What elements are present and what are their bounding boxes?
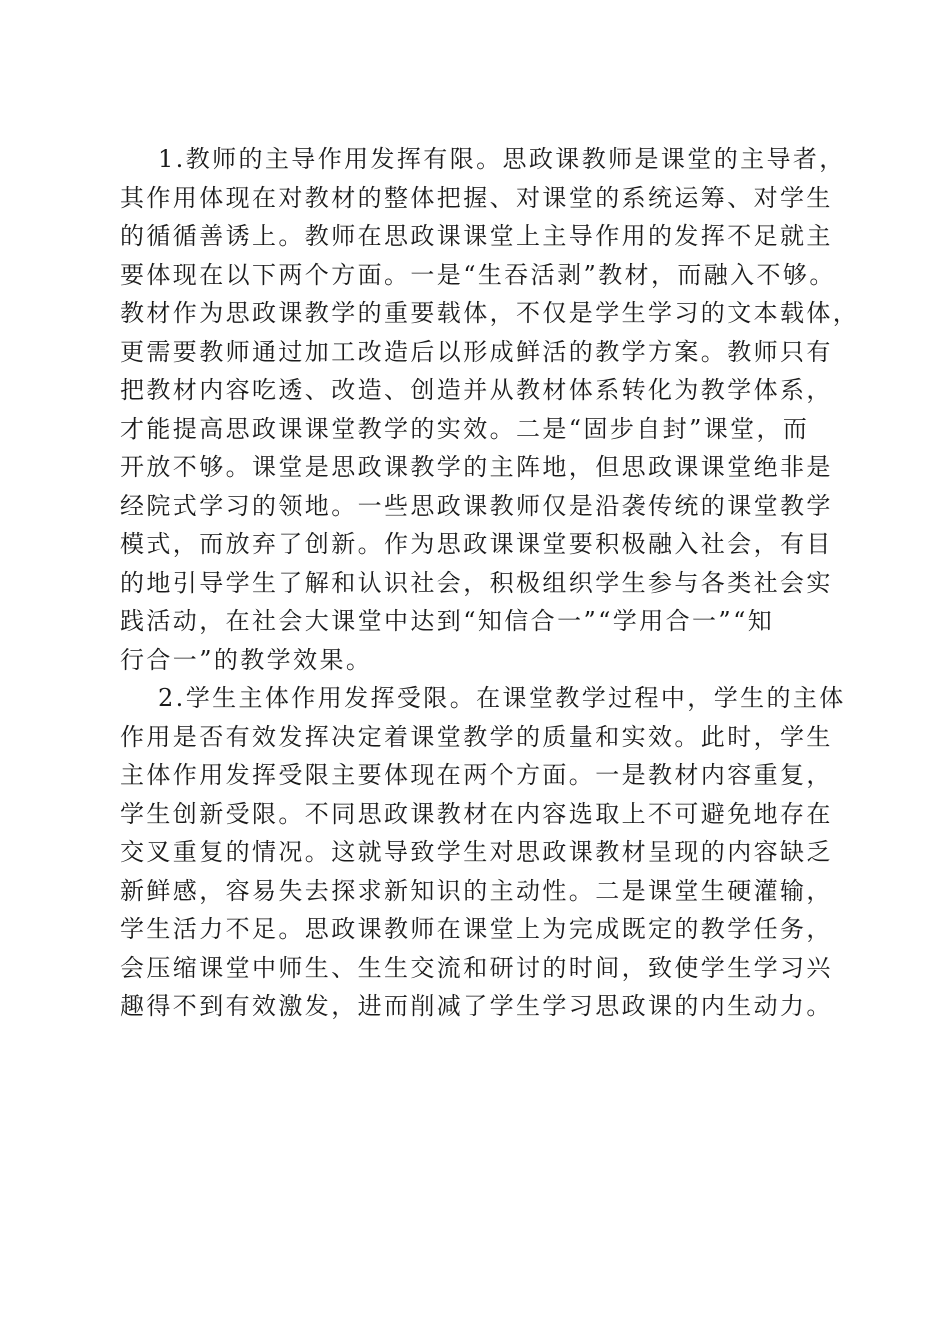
paragraph-student-role	[120, 679, 846, 1026]
text-line: 践活动，在社会大课堂中达到“知信合一”“学用合一”“知	[120, 607, 775, 635]
text-line: 其作用体现在对教材的整体把握、对课堂的系统运筹、对学生	[120, 183, 833, 212]
text-line: 的地引导学生了解和认识社会，积极组织学生参与各类社会实	[120, 568, 833, 597]
text-line: 学生创新受限。不同思政课教材在内容选取上不可避免地存在	[120, 799, 833, 828]
text-line: 交叉重复的情况。这就导致学生对思政课教材呈现的内容缺乏	[120, 838, 833, 866]
text-line: 作用是否有效发挥决定着课堂教学的质量和实效。此时，学生	[120, 722, 833, 751]
text-line: 行合一”的教学效果。	[120, 645, 373, 674]
text-line: 教材作为思政课教学的重要载体，不仅是学生学习的文本载体，	[120, 299, 860, 327]
text-line: 的循循善诱上。教师在思政课课堂上主导作用的发挥不足就主	[120, 222, 833, 250]
text-line: 1.教师的主导作用发挥有限。思政课教师是课堂的主导者，	[158, 145, 846, 173]
text-line: 开放不够。课堂是思政课教学的主阵地，但思政课课堂绝非是	[120, 453, 833, 481]
text-line: 会压缩课堂中师生、生生交流和研讨的时间，致使学生学习兴	[120, 953, 833, 982]
text-line: 要体现在以下两个方面。一是“生吞活剥”教材，而融入不够。	[120, 260, 836, 289]
text-line: 2.学生主体作用发挥受限。在课堂教学过程中，学生的主体	[158, 684, 846, 712]
text-line: 学生活力不足。思政课教师在课堂上为完成既定的教学任务，	[120, 915, 833, 943]
text-line: 主体作用发挥受限主要体现在两个方面。一是教材内容重复，	[120, 761, 833, 789]
text-line: 经院式学习的领地。一些思政课教师仅是沿袭传统的课堂教学	[120, 491, 833, 520]
text-line: 更需要教师通过加工改造后以形成鲜活的教学方案。教师只有	[120, 337, 833, 366]
text-line: 模式，而放弃了创新。作为思政课课堂要积极融入社会，有目	[120, 530, 833, 558]
text-line: 才能提高思政课课堂教学的实效。二是“固步自封”课堂，而	[120, 414, 810, 443]
document-body	[120, 140, 860, 1026]
text-line: 把教材内容吃透、改造、创造并从教材体系转化为教学体系，	[120, 376, 833, 404]
paragraph-teacher-role	[120, 140, 860, 679]
text-line: 新鲜感，容易失去探求新知识的主动性。二是课堂生硬灌输，	[120, 876, 833, 905]
text-line: 趣得不到有效激发，进而削减了学生学习思政课的内生动力。	[120, 992, 833, 1020]
